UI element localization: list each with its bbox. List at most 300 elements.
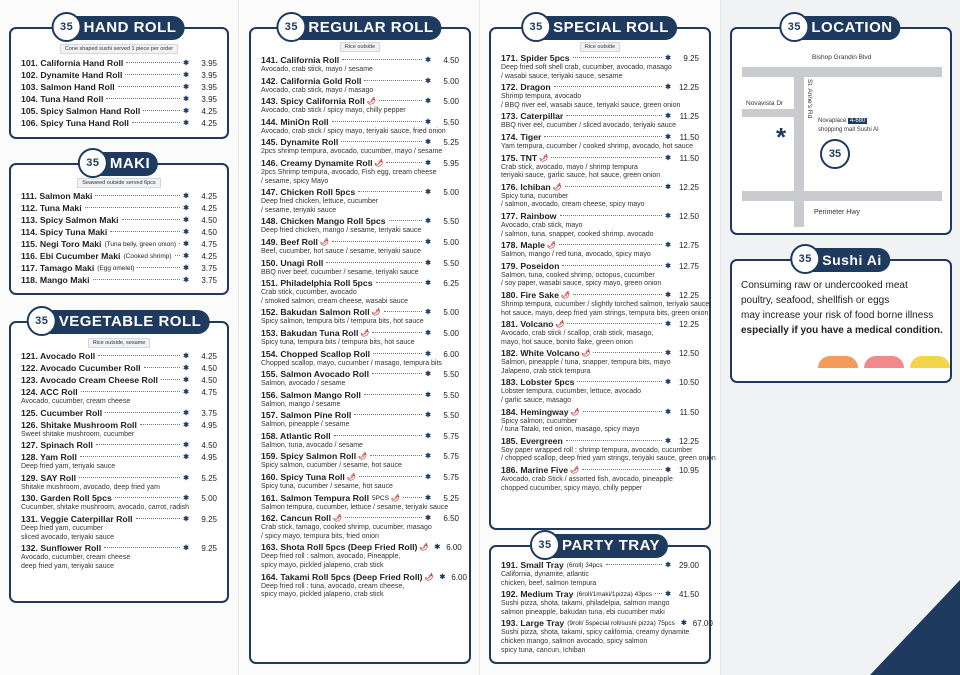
menu-item[interactable] xyxy=(261,158,459,186)
menu-item-name: 157. Salmon Pine Roll xyxy=(261,410,352,421)
menu-item-name: 143. Spicy California Roll xyxy=(261,96,365,107)
menu-item[interactable] xyxy=(261,431,459,451)
menu-item[interactable] xyxy=(21,452,217,472)
warning-line-emphasis: especially if you have a medical condition. xyxy=(741,325,943,336)
leader-dots xyxy=(175,255,181,256)
menu-item-row xyxy=(261,137,459,148)
menu-item-description: BBQ river beef, cucumber / sesame, teriyaki sauce xyxy=(261,268,419,276)
party-tray-section xyxy=(489,537,713,664)
section-title: SPECIAL ROLL xyxy=(553,19,669,36)
menu-item-row xyxy=(261,349,459,360)
menu-item-price: 10.95 xyxy=(678,466,699,476)
menu-item[interactable] xyxy=(501,407,699,435)
menu-item-row xyxy=(261,55,459,66)
separator-star-icon: ✱ xyxy=(439,573,446,581)
menu-item[interactable] xyxy=(21,106,217,117)
location-marker-icon: * xyxy=(776,122,787,152)
menu-item-name: 130. Garden Roll 5pcs xyxy=(21,493,112,504)
restaurant-logo-icon: 35 xyxy=(790,244,820,274)
menu-item-name: 150. Unagi Roll xyxy=(261,257,324,268)
menu-item-row xyxy=(261,216,459,227)
menu-item-row xyxy=(21,408,217,419)
menu-item-description: Shitake mushroom, avocado, deep fried yam xyxy=(21,483,160,491)
menu-item-price: 3.75 xyxy=(201,276,217,285)
menu-item-description: Salmon tempura, cucumber, lettuce / sesame, teriyaki sauce xyxy=(261,503,449,511)
menu-item-price: 4.50 xyxy=(201,364,217,373)
leader-dots xyxy=(376,282,423,283)
menu-item[interactable] xyxy=(501,132,699,152)
separator-star-icon: ✱ xyxy=(183,389,189,396)
menu-item-name: 121. Avocado Roll xyxy=(21,351,96,361)
leader-dots xyxy=(95,195,180,196)
menu-item-price: 5.00 xyxy=(443,76,459,86)
leader-dots xyxy=(593,352,662,353)
separator-star-icon: ✱ xyxy=(425,98,431,106)
menu-item[interactable] xyxy=(261,237,459,257)
item-list xyxy=(491,53,716,493)
leader-dots xyxy=(106,98,180,99)
menu-item-price: 4.50 xyxy=(201,376,217,385)
menu-item-description: spicy tuna, cancun, Ichiban xyxy=(501,646,586,654)
food-safety-warning xyxy=(732,261,950,338)
menu-item-price: 12.25 xyxy=(678,436,699,446)
tuna-nigiri-icon xyxy=(864,356,904,378)
menu-item-price: 3.95 xyxy=(201,59,217,68)
leader-dots xyxy=(370,455,422,456)
menu-item[interactable] xyxy=(21,493,217,513)
separator-star-icon: ✱ xyxy=(665,154,671,162)
leader-dots xyxy=(573,294,662,295)
menu-item-description: / wasabi sauce, teriyaki sauce, sesame xyxy=(501,72,623,80)
separator-star-icon: ✱ xyxy=(665,113,671,121)
leader-dots xyxy=(583,411,663,412)
menu-item-name: 124. ACC Roll xyxy=(21,387,78,397)
menu-item-description: Shrimp tempura, avocado xyxy=(501,93,582,101)
section-title: LOCATION xyxy=(811,19,893,36)
menu-item-name: 141. California Roll xyxy=(261,55,340,65)
chili-pepper-icon: 🌶 xyxy=(560,291,570,299)
menu-item-price: 5.75 xyxy=(443,452,459,462)
menu-item-price: 12.25 xyxy=(678,83,699,93)
menu-item[interactable] xyxy=(501,182,699,210)
section-note: Seaweed outside served 6pcs xyxy=(77,178,160,188)
menu-item-name: 179. Poseidon xyxy=(501,260,560,271)
menu-item[interactable] xyxy=(21,70,217,81)
menu-item-row xyxy=(21,263,217,274)
separator-star-icon: ✱ xyxy=(665,212,671,220)
menu-item-price: 4.25 xyxy=(201,204,217,213)
menu-item-description: Deep fried yam, teriyaki sauce xyxy=(21,463,116,471)
place-label xyxy=(818,118,867,124)
menu-item[interactable] xyxy=(261,451,459,471)
menu-item[interactable] xyxy=(21,375,217,386)
menu-item[interactable] xyxy=(261,542,462,570)
leader-dots xyxy=(389,220,423,221)
street-label-bottom: Perimeter Hwy xyxy=(814,209,860,216)
menu-item-description: Avocado, crab stick, mayo / sesame xyxy=(261,66,373,73)
menu-item[interactable] xyxy=(501,435,716,464)
menu-item[interactable] xyxy=(261,137,459,157)
menu-item-name: 147. Chicken Roll 5pcs xyxy=(261,187,356,198)
menu-item[interactable] xyxy=(21,227,217,238)
menu-item-name: 126. Shitake Mushroom Roll xyxy=(21,419,137,430)
menu-item-description: Sweet shitake mushroom, cucumber xyxy=(21,430,135,438)
menu-item[interactable] xyxy=(21,263,217,274)
leader-dots xyxy=(85,207,180,208)
menu-item[interactable] xyxy=(261,216,459,236)
leader-dots xyxy=(81,391,180,392)
menu-item-row xyxy=(261,328,459,339)
menu-item[interactable] xyxy=(261,369,459,389)
separator-star-icon: ✱ xyxy=(425,494,431,502)
menu-item[interactable] xyxy=(21,543,217,571)
leader-dots xyxy=(559,244,662,245)
leader-dots xyxy=(79,477,180,478)
menu-item-row xyxy=(21,452,217,463)
menu-item[interactable] xyxy=(501,261,699,289)
menu-item-price: 4.25 xyxy=(201,252,217,261)
menu-item-name: 156. Salmon Mango Roll xyxy=(261,389,361,400)
menu-item-name: 125. Cucumber Roll xyxy=(21,407,103,418)
menu-item[interactable] xyxy=(261,472,459,492)
menu-item-subtitle: (9roll/ 5special roll/sushi pizza) 75pcs xyxy=(567,620,675,628)
menu-item-description: Deep fried yam, cucumber xyxy=(21,524,104,532)
leader-dots xyxy=(144,367,181,368)
menu-item[interactable] xyxy=(21,514,217,542)
menu-item-description: / smoked salmon, cream cheese, wasabi sauce xyxy=(261,297,409,305)
menu-item[interactable] xyxy=(261,513,459,541)
sushi-ai-warning-section xyxy=(730,252,952,383)
restaurant-logo-icon: 35 xyxy=(27,306,57,336)
menu-item-name: 184. Hemingway xyxy=(501,406,569,417)
chili-pepper-icon: 🌶 xyxy=(581,350,591,358)
menu-item-row xyxy=(261,258,459,269)
menu-item-row xyxy=(21,94,217,105)
menu-item-name: 128. Yam Roll xyxy=(21,452,77,463)
place-unit-badge: 4-680 xyxy=(850,118,866,124)
menu-item-description: Chopped scallop, mayo, cucumber / masago, tempura bits xyxy=(261,359,442,367)
menu-item-name: 106. Spicy Tuna Hand Roll xyxy=(21,118,129,128)
menu-item-price: 11.25 xyxy=(679,112,699,122)
menu-item[interactable] xyxy=(501,111,699,131)
menu-item[interactable] xyxy=(501,589,699,617)
menu-item-row xyxy=(21,106,217,117)
menu-item-price: 11.50 xyxy=(679,132,699,142)
road-horizontal-bottom xyxy=(742,191,942,201)
separator-star-icon: ✱ xyxy=(425,515,431,523)
menu-item[interactable] xyxy=(261,76,459,96)
separator-star-icon: ✱ xyxy=(183,205,189,212)
menu-item[interactable] xyxy=(261,258,459,278)
chili-pepper-icon: 🌶 xyxy=(360,329,370,337)
menu-item-price: 5.00 xyxy=(443,97,459,107)
leader-dots xyxy=(115,497,180,498)
menu-item[interactable] xyxy=(21,82,217,93)
menu-item-description: deep fried yam, teriyaki sauce xyxy=(21,562,114,570)
leader-dots xyxy=(354,414,422,415)
menu-item[interactable] xyxy=(261,571,467,600)
menu-item[interactable] xyxy=(501,377,699,405)
menu-item-name: 154. Chopped Scallop Roll xyxy=(261,348,371,359)
menu-item-description: Salmon, tuna, cooked shrimp, octopus, cucumber xyxy=(501,271,655,279)
separator-star-icon: ✱ xyxy=(183,421,189,429)
separator-star-icon: ✱ xyxy=(183,72,189,79)
menu-item[interactable] xyxy=(501,211,699,239)
section-note: Rice outside xyxy=(340,42,380,52)
leader-dots xyxy=(118,86,180,87)
menu-item[interactable] xyxy=(21,215,217,226)
menu-item-price: 5.25 xyxy=(443,138,459,148)
menu-item-row xyxy=(501,560,699,571)
item-list xyxy=(11,351,227,571)
leader-dots xyxy=(334,435,422,436)
leader-dots xyxy=(582,469,662,470)
menu-item-description: Deep fried roll : tuna, avocado, cream cheese, xyxy=(261,582,405,590)
menu-item[interactable] xyxy=(501,289,710,318)
menu-item-description: Spicy tuna, tempura bits / tempura bits, hot sauce xyxy=(261,338,415,346)
menu-item-price: 4.50 xyxy=(201,216,217,225)
menu-item-price: 6.50 xyxy=(443,514,459,524)
menu-item-row xyxy=(21,82,217,93)
leader-dots xyxy=(104,547,180,548)
menu-item-description: Lobster tempura, cucumber, lettuce, avocado xyxy=(501,388,642,396)
leader-dots xyxy=(161,379,180,380)
menu-item-description: Deep fried soft shell crab, cucumber, avocado, masago xyxy=(501,64,672,71)
menu-item-price: 4.50 xyxy=(443,56,459,65)
menu-item-name: 132. Sunflower Roll xyxy=(21,543,102,554)
menu-item-name: 175. TNT xyxy=(501,152,538,163)
leader-dots xyxy=(577,381,662,382)
menu-item-description: Deep fried roll : salmon, avocado, Pineapple, xyxy=(261,553,401,561)
menu-item[interactable] xyxy=(261,349,459,369)
menu-item-description: salmon pineapple, bakudan tuna, ebi cucumber maki xyxy=(501,608,665,616)
leader-dots xyxy=(562,265,662,266)
menu-item[interactable] xyxy=(501,153,699,181)
menu-item-row xyxy=(501,82,699,93)
menu-item[interactable] xyxy=(261,493,459,513)
menu-item[interactable] xyxy=(21,275,217,286)
menu-item-description: mayo, hot sauce, bonito flake, green onion xyxy=(501,338,633,346)
menu-item-row xyxy=(261,410,459,421)
section-title: Sushi Ai xyxy=(822,252,882,268)
menu-item-description: Crab stick, tamago, cooked shrimp, cucumber, masago xyxy=(261,524,432,532)
menu-item[interactable] xyxy=(21,363,217,374)
menu-item-name: 186. Marine Five xyxy=(501,465,569,476)
separator-star-icon: ✱ xyxy=(665,262,671,270)
leader-dots xyxy=(606,564,663,565)
menu-item-description: Avocado, crab stick, mayo / masago xyxy=(261,86,374,94)
chili-pepper-icon: 🌶 xyxy=(424,573,434,581)
menu-panel-center-left xyxy=(239,0,479,675)
menu-item-price: 5.50 xyxy=(443,117,459,127)
menu-item-row xyxy=(261,369,459,380)
menu-item-name: 116. Ebi Cucumber Maki xyxy=(21,251,121,261)
menu-item-name: 153. Bakudan Tuna Roll xyxy=(261,327,359,338)
restaurant-logo-icon: 35 xyxy=(820,139,850,169)
vegetable-roll-section xyxy=(9,313,229,603)
menu-item[interactable] xyxy=(261,410,459,430)
menu-item-description: sliced avocado, teriyaki sauce xyxy=(21,533,114,541)
menu-item[interactable] xyxy=(21,203,217,214)
menu-item[interactable] xyxy=(21,420,217,440)
menu-item-row xyxy=(501,436,699,447)
menu-item-price: 3.95 xyxy=(201,83,217,92)
menu-item[interactable] xyxy=(21,58,217,69)
menu-item-row xyxy=(21,70,217,81)
menu-item-row xyxy=(21,191,217,202)
menu-item[interactable] xyxy=(261,96,459,116)
menu-item[interactable] xyxy=(261,390,459,410)
menu-item-price: 12.25 xyxy=(678,320,699,330)
chili-pepper-icon: 🌶 xyxy=(366,98,376,106)
separator-star-icon: ✱ xyxy=(183,60,189,67)
menu-panel-left xyxy=(0,0,238,675)
menu-item[interactable] xyxy=(21,408,217,419)
menu-item-description: Avocado, crab stick / scallop, crab stick, masago, xyxy=(501,330,654,338)
separator-star-icon: ✱ xyxy=(183,108,189,115)
menu-item-description: Avocado, crab stick, mayo xyxy=(501,221,583,229)
leader-dots xyxy=(140,424,180,425)
menu-item-name: 102. Dynamite Hand Roll xyxy=(21,70,123,80)
leader-dots xyxy=(110,231,180,232)
menu-item-row xyxy=(21,351,217,362)
menu-item[interactable] xyxy=(501,465,699,493)
menu-item[interactable] xyxy=(21,251,217,262)
section-note: Rice outside xyxy=(580,42,620,52)
menu-item-description: 2pcs Shrimp tempura, avocado, Fish egg, cream cheese xyxy=(261,168,437,176)
menu-item[interactable] xyxy=(21,351,217,362)
leader-dots xyxy=(132,122,180,123)
menu-item-name: 105. Spicy Salmon Hand Roll xyxy=(21,106,141,116)
menu-item[interactable] xyxy=(261,55,459,75)
menu-item-description: Salmon, mango / sesame xyxy=(261,400,341,408)
menu-item[interactable] xyxy=(21,118,217,129)
menu-item-name: 181. Volcano xyxy=(501,319,554,330)
menu-item-name: 173. Caterpillar xyxy=(501,111,564,122)
leader-dots xyxy=(332,121,423,122)
menu-item-row xyxy=(21,118,217,129)
menu-item-row xyxy=(21,440,217,451)
warning-line: poultry, seafood, shellfish or eggs xyxy=(741,295,890,306)
menu-item[interactable] xyxy=(261,307,459,327)
menu-item[interactable] xyxy=(501,82,699,110)
separator-star-icon: ✱ xyxy=(183,96,189,103)
menu-item-price: 4.75 xyxy=(201,388,217,397)
menu-item[interactable] xyxy=(501,240,699,260)
menu-item-name: 151. Philadelphia Roll 5pcs xyxy=(261,278,373,289)
item-list xyxy=(11,58,227,129)
menu-item-row xyxy=(261,307,459,318)
menu-item[interactable] xyxy=(501,618,713,655)
chili-pepper-icon: 🌶 xyxy=(358,453,368,461)
menu-item-name: 177. Rainbow xyxy=(501,210,557,221)
menu-item-price: 5.75 xyxy=(443,431,459,441)
menu-item-row xyxy=(501,377,699,388)
separator-star-icon: ✱ xyxy=(183,495,189,503)
section-note: Cone shaped sushi served 1 piece per order xyxy=(60,44,178,54)
separator-star-icon: ✱ xyxy=(425,350,431,358)
menu-item-description: Spicy tuna, cucumber / sesame, hot sauce xyxy=(261,483,393,491)
separator-star-icon: ✱ xyxy=(425,139,431,147)
menu-item-price: 4.50 xyxy=(201,228,217,237)
menu-item-name: 112. Tuna Maki xyxy=(21,203,82,213)
menu-item-row xyxy=(21,387,217,398)
menu-item-price: 12.50 xyxy=(678,211,699,221)
menu-item[interactable] xyxy=(261,328,459,348)
section-header xyxy=(278,16,441,40)
menu-item-row xyxy=(261,158,459,169)
leader-dots xyxy=(560,215,663,216)
menu-item-price: 6.00 xyxy=(451,572,467,582)
menu-item-description: / salmon, avocado, cream cheese, spicy mayo xyxy=(501,201,645,209)
restaurant-logo-icon: 35 xyxy=(276,12,306,42)
menu-item-description: Avocado, cucumber, cream cheese xyxy=(21,398,131,405)
menu-item-description: Sushi pizza, shota, takami, spicy california, creamy dynamite xyxy=(501,629,690,637)
leader-dots xyxy=(342,59,422,60)
separator-star-icon: ✱ xyxy=(425,371,431,379)
location-map[interactable] xyxy=(732,29,940,224)
chili-pepper-icon: 🌶 xyxy=(371,309,381,317)
menu-item[interactable] xyxy=(261,117,459,137)
menu-item[interactable] xyxy=(21,94,217,105)
menu-item-description: Cucumber, shitake mushroom, avocado, carrot, radish xyxy=(21,504,190,512)
menu-item-name: 171. Spider 5pcs xyxy=(501,53,570,63)
menu-item-description: chicken, beef, salmon tempura xyxy=(501,579,597,587)
menu-item-row xyxy=(21,473,217,484)
menu-item[interactable] xyxy=(21,387,217,407)
chili-pepper-icon: 🌶 xyxy=(390,494,400,502)
menu-item-description: Spicy salmon, tempura bits / tempura bits, hot sauce xyxy=(261,318,424,326)
menu-item-description: Avocado, cucumber, cream cheese xyxy=(21,554,131,562)
menu-item-row xyxy=(501,407,699,418)
menu-item-row xyxy=(21,227,217,238)
menu-item[interactable] xyxy=(21,440,217,451)
menu-item[interactable] xyxy=(501,53,699,81)
menu-item-price: 4.25 xyxy=(201,352,217,361)
leader-dots xyxy=(143,110,180,111)
menu-item-description: Spicy tuna, cucumber xyxy=(501,192,569,200)
menu-item[interactable] xyxy=(261,278,459,306)
menu-item-row xyxy=(261,451,459,462)
menu-item-subtitle: (6roll/1maki/1pizza) 43pcs xyxy=(576,591,652,599)
menu-item-name: 123. Avocado Cream Cheese Roll xyxy=(21,375,158,385)
menu-item[interactable] xyxy=(21,191,217,202)
menu-item[interactable] xyxy=(21,473,217,493)
leader-dots xyxy=(358,191,422,192)
menu-item-row xyxy=(501,153,699,164)
leader-dots xyxy=(565,186,663,187)
menu-item-description: Crab stick, avocado, mayo / shrimp tempura xyxy=(501,163,638,171)
separator-star-icon: ✱ xyxy=(425,218,431,226)
menu-item[interactable] xyxy=(501,348,699,376)
menu-item-name: 144. MiniOn Roll xyxy=(261,116,329,127)
menu-item-price: 9.25 xyxy=(683,54,699,63)
menu-item-price: 4.25 xyxy=(201,107,217,116)
menu-item-row xyxy=(501,182,699,193)
leader-dots xyxy=(384,311,423,312)
leader-dots xyxy=(341,141,422,142)
menu-item-description: / sesame, teriyaki sauce xyxy=(261,206,337,214)
menu-item[interactable] xyxy=(261,187,459,215)
menu-item-description: Spicy salmon, cucumber / sesame, hot sauce xyxy=(261,462,402,470)
menu-item[interactable] xyxy=(501,560,699,588)
menu-item-description: Jalapeno, crab stick tempura xyxy=(501,367,591,375)
menu-item[interactable] xyxy=(21,239,217,250)
separator-star-icon: ✱ xyxy=(183,84,189,91)
separator-star-icon: ✱ xyxy=(665,291,671,299)
menu-item[interactable] xyxy=(501,319,699,347)
separator-star-icon: ✱ xyxy=(183,241,189,248)
